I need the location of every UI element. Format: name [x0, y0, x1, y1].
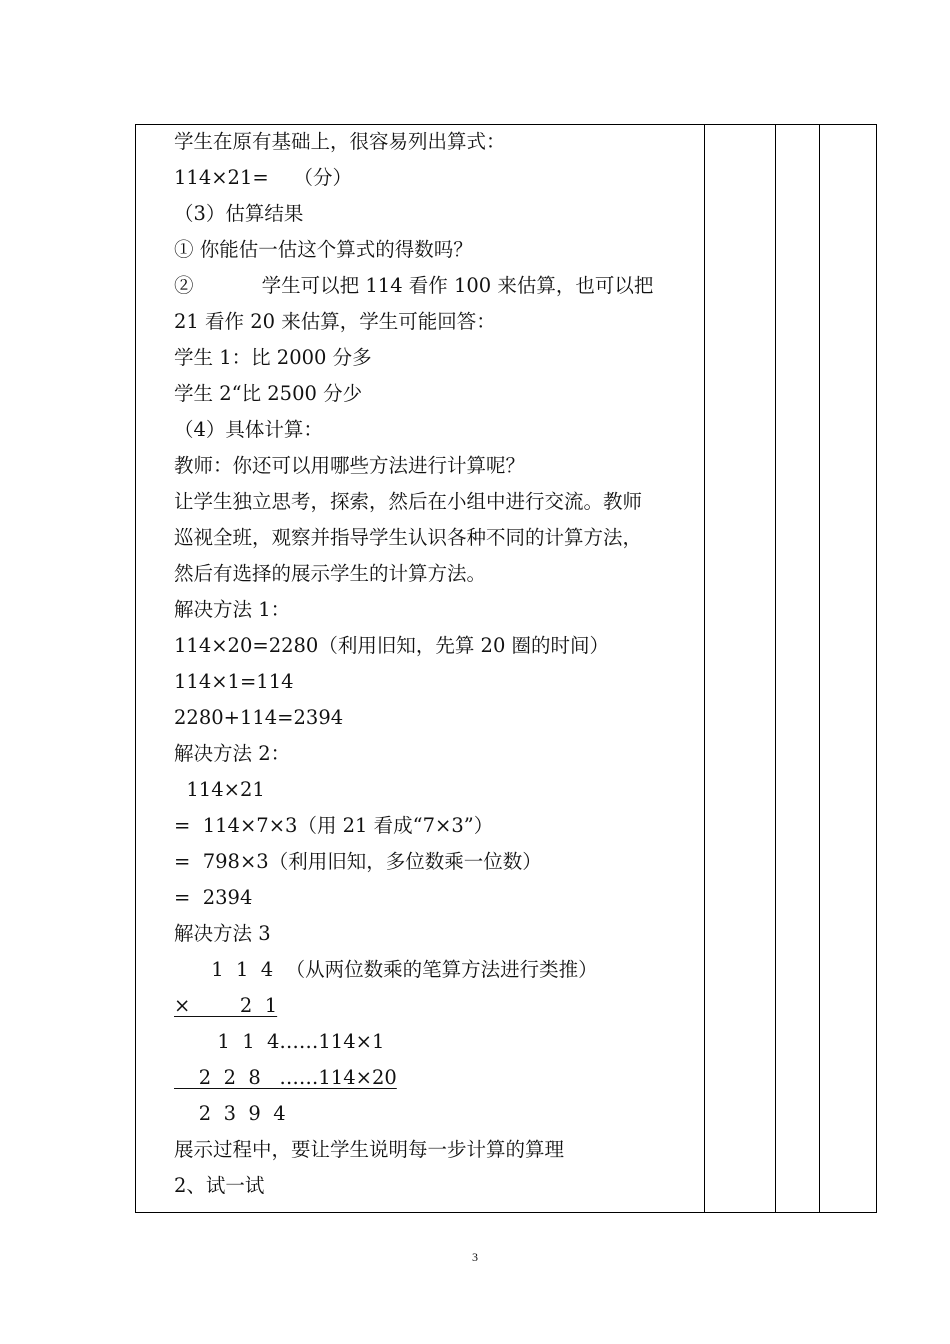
text-line: 解决方法 3: [174, 922, 271, 945]
text-line: 114×1=114: [174, 670, 294, 693]
text-line: （3）估算结果: [174, 202, 304, 225]
text-line: ② 学生可以把 114 看作 100 来估算，也可以把: [174, 274, 654, 297]
text-line: 2 2 8 ……114×20: [174, 1066, 397, 1089]
column-divider: [775, 125, 776, 1212]
text-line: 展示过程中，要让学生说明每一步计算的算理: [174, 1138, 565, 1161]
text-line: = 2394: [174, 886, 253, 909]
text-line: 114×21: [174, 778, 265, 801]
text-line: 21 看作 20 来估算，学生可能回答：: [174, 310, 496, 333]
text-line: 学生 1：比 2000 分多: [174, 346, 372, 369]
text-line: 114×20=2280（利用旧知，先算 20 圈的时间）: [174, 634, 610, 657]
text-line: 2、试一试: [174, 1174, 265, 1197]
text-line: = 798×3（利用旧知，多位数乘一位数）: [174, 850, 542, 873]
text-line: 1 1 4……114×1: [174, 1030, 385, 1053]
text-line: × 2 1: [174, 994, 278, 1017]
text-line: 学生在原有基础上，很容易列出算式：: [174, 130, 506, 153]
text-line: 解决方法 2：: [174, 742, 291, 765]
text-line: 1 1 4 （从两位数乘的笔算方法进行类推）: [174, 958, 598, 981]
text-line: 教师：你还可以用哪些方法进行计算呢？: [174, 454, 526, 477]
text-line: 巡视全班，观察并指导学生认识各种不同的计算方法，: [174, 526, 643, 549]
page-number: 3: [472, 1250, 478, 1264]
text-line: = 114×7×3（用 21 看成“7×3”）: [174, 814, 494, 837]
lesson-table: [135, 124, 877, 1213]
text-line: ① 你能估一估这个算式的得数吗？: [174, 238, 473, 261]
column-divider: [704, 125, 705, 1212]
column-divider: [819, 125, 820, 1212]
text-line: 114×21= （分）: [174, 166, 353, 189]
text-line: 然后有选择的展示学生的计算方法。: [174, 562, 487, 585]
text-line: 2280+114=2394: [174, 706, 344, 729]
text-line: （4）具体计算：: [174, 418, 323, 441]
text-line: 让学生独立思考，探索，然后在小组中进行交流。教师: [174, 490, 643, 513]
text-line: 2 3 9 4: [174, 1102, 286, 1125]
text-line: 解决方法 1：: [174, 598, 291, 621]
text-line: 学生 2“比 2500 分少: [174, 382, 363, 405]
